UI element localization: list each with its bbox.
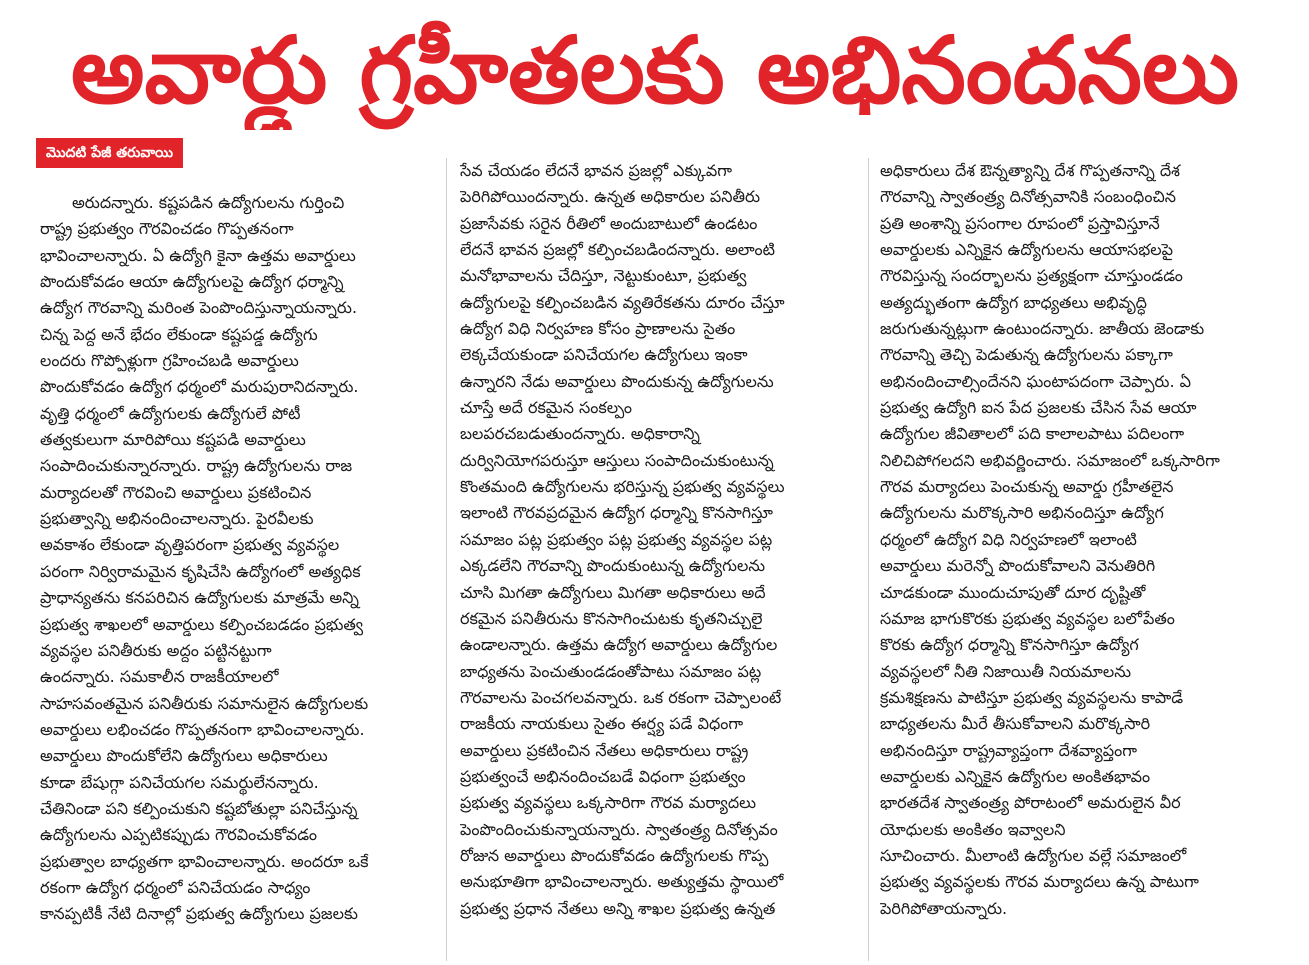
article-line: ఉండాలన్నారు. ఉత్తమ ఉద్యోగ అవార్డులు ఉద్యోగుల <box>460 635 778 655</box>
article-line: భావించాలన్నారు. ఏ ఉద్యోగి కైనా ఉత్తమ అవార్డులు <box>40 245 356 265</box>
article-line: తత్వకులుగా మారిపోయి కష్టపడి అవార్డులు <box>40 430 306 450</box>
article-line: అవార్డులు పొందుకోలేని ఉద్యోగులు అధికారులు <box>40 746 328 766</box>
article-line: గౌరవిస్తున్న సందర్భాలను ప్రత్యక్షంగా చూస్తుండడం <box>880 266 1183 286</box>
article-line: జరుగుతున్నట్లుగా ఉంటుందన్నారు. జాతీయ జెండాకు <box>880 319 1205 339</box>
article-line: దుర్వినియోగపరుస్తూ ఆస్తులు సంపాదించుకుంటున్న <box>460 450 774 470</box>
article-line: లేదనే భావన ప్రజల్లో కల్పించబడిందన్నారు. అలాంటి <box>460 240 775 260</box>
article-line: ప్రభుత్వాల బాధ్యతగా భావించాలన్నారు. అందరూ ఒకే <box>40 851 369 871</box>
article-line: ప్రభుత్వంచే అభినందించబడే విధంగా ప్రభుత్వం <box>460 766 746 786</box>
article-line: ప్రభుత్వ వ్యవస్థలు ఒక్కసారిగా గౌరవ మర్యాదలు <box>460 793 757 813</box>
article-line: సమాజం పట్ల ప్రభుత్వం పట్ల ప్రభుత్వ వ్యవస్థల పట్ల <box>460 529 773 549</box>
article-line: చేతినిండా పని కల్పించుకుని కష్టబోతుల్లా పనిచేస్తున్న <box>40 798 358 818</box>
article-line: బాధ్యతలను మీరే తీసుకోవాలని మరొక్కసారి <box>880 714 1151 734</box>
article-line: కొరకు ఉద్యోగ ధర్మాన్ని కొనసాగిస్తూ ఉద్యోగ <box>880 635 1139 655</box>
article-line: సంపాదించుకున్నారన్నారు. రాష్ట్ర ఉద్యోగులను రాజ <box>40 456 353 476</box>
column-divider <box>446 158 447 961</box>
article-line: అత్యద్భుతంగా ఉద్యోగ బాధ్యతలు అభివృద్ధి <box>880 292 1147 312</box>
article-line: అవార్డులకు ఎన్నికైన ఉద్యోగులను ఆయాసభలపై <box>880 240 1173 260</box>
article-line: అరుదన్నారు. కష్టపడిన ఉద్యోగులను గుర్తించి <box>72 193 345 212</box>
article-line: అవార్డులకు ఎన్నికైన ఉద్యోగుల అంకితభావం <box>880 766 1151 786</box>
article-line: ఇలాంటి గౌరవప్రదమైన ఉద్యోగ ధర్మాన్ని కొనసాగిస్తూ <box>460 503 774 523</box>
article-line: గౌరవ మర్యాదలు పెంచుకున్న అవార్డు గ్రహీతలైన <box>880 477 1174 497</box>
article-line: ధర్మంలో ఉద్యోగ విధి నిర్వహణలో ఇలాంటి <box>880 529 1137 549</box>
article-line: అవార్డులు లభించడం గొప్పతనంగా భావించాలన్నారు. <box>40 719 365 739</box>
article-line: చూడకుండా ముందుచూపుతో దూర దృష్టితో <box>880 582 1146 602</box>
article-line: లందరు గొప్పోళ్లుగా గ్రహించబడి అవార్డులు <box>40 351 299 371</box>
article-line: ఉద్యోగ విధి నిర్వహణ కోసం ప్రాణాలను సైతం <box>460 319 736 339</box>
article-line: పెరిగిపోతాయన్నారు. <box>880 898 1008 918</box>
article-line: కొంతమంది ఉద్యోగులను భరిస్తున్న ప్రభుత్వ వ్యవస్థలు <box>460 477 785 497</box>
article-line: కూడా బేషుగ్గా పనిచేయగల సమర్థులేనన్నారు. <box>40 772 319 792</box>
article-line: మర్యాదలతో గౌరవించి అవార్డులు ప్రకటించిన <box>40 482 312 502</box>
article-line: సేవ చేయడం లేదనే భావన ప్రజల్లో ఎక్కువగా <box>460 161 733 180</box>
article-line: రాజకీయ నాయకులు సైతం ఈర్ష్య పడే విధంగా <box>460 714 744 734</box>
article-line: ప్రతి అంశాన్ని ప్రసంగాల రూపంలో ప్రస్తావిస్తూనే <box>880 213 1160 233</box>
article-line: సాహసవంతమైన పనితీరుకు సమానులైన ఉద్యోగులకు <box>40 693 369 713</box>
article-line: అవకాశం లేకుండా వృత్తిపరంగా ప్రభుత్వ వ్యవస్థల <box>40 535 340 555</box>
article-line: గౌరవాలను పెంచగలవన్నారు. ఒక రకంగా చెప్పాలంటే <box>460 687 782 707</box>
article-line: రాష్ట్ర ప్రభుత్వం గౌరవించడం గొప్పతనంగా <box>40 219 294 239</box>
article-column-1 <box>40 190 432 928</box>
article-line: యోధులకు అంకితం ఇవ్వాలని <box>880 819 1066 839</box>
article-line: సమాజ భాగుకొరకు ప్రభుత్వ వ్యవస్థల బలోపేతం <box>880 608 1175 628</box>
article-line: ప్రాధాన్యతను కనపరిచిన ఉద్యోగులకు మాత్రమే అన్ని <box>40 588 359 608</box>
article-line: కానప్పటికీ నేటి దినాల్లో ప్రభుత్వ ఉద్యోగులు ప్రజలకు <box>40 904 358 924</box>
article-line: అవార్డులు ప్రకటించిన నేతలు అధికారులు రాష్ట్ర <box>460 740 749 760</box>
article-line: పొందుకోవడం ఉద్యోగ ధర్మంలో మరుపురానిదన్నారు. <box>40 377 359 397</box>
article-line: పొందుకోవడం ఆయా ఉద్యోగులపై ఉద్యోగ ధర్మాన్ని <box>40 272 344 292</box>
article-line: ఎక్కడలేని గౌరవాన్ని పొందుకుంటున్న ఉద్యోగులను <box>460 556 766 576</box>
article-line: అనుభూతిగా భావించాలన్నారు. అత్యుత్తమ స్థాయిలో <box>460 872 784 892</box>
article-line: ప్రభుత్వ ఉద్యోగి ఐన పేద ప్రజలకు చేసిన సేవ ఆయా <box>880 398 1197 418</box>
article-line: వ్యవస్థల పనితీరుకు అద్దం పట్టినట్టుగా <box>40 640 272 660</box>
article-line: అభినందించాల్సిందేనని ఘంటాపదంగా చెప్పారు. ఏ <box>880 371 1192 391</box>
article-line: ఉందన్నారు. సమకాలీన రాజకీయాలలో <box>40 667 279 687</box>
article-line: నిలిచిపోగలదని అభివర్ణించారు. సమాజంలో ఒక్కసారిగా <box>880 450 1220 470</box>
article-line: ఉద్యోగులపై కల్పించబడిన వ్యతిరేకతను దూరం చేస్తూ <box>460 292 785 312</box>
article-line: ప్రభుత్వ ప్రధాన నేతలు అన్ని శాఖల ప్రభుత్వ ఉన్నత <box>460 898 776 918</box>
article-line: పరంగా నిర్విరామమైన కృషిచేసి ఉద్యోగంలో అత్యధిక <box>40 561 361 581</box>
article-line: క్రమశిక్షణను పాటిస్తూ ప్రభుత్వ వ్యవస్థలను కాపాడే <box>880 687 1184 707</box>
article-column-3 <box>880 158 1290 922</box>
article-column-2 <box>460 158 860 922</box>
article-line: వ్యవస్థలలో నీతి నిజాయితీ నియమాలను <box>880 661 1131 681</box>
article-line: అధికారులు దేశ ఔన్నత్యాన్ని దేశ గొప్పతనాన్ని దేశ <box>880 161 1180 180</box>
article-line: ఉన్నారని నేడు అవార్డులు పొందుకున్న ఉద్యోగులను <box>460 371 774 391</box>
article-line: రకమైన పనితీరును కొనసాగించుటకు కృతనిచ్చులై <box>460 608 763 628</box>
article-line: సూచించారు. మీలాంటి ఉద్యోగుల వల్లే సమాజంలో <box>880 845 1187 865</box>
article-line: అవార్డులు మరెన్నో పొందుకోవాలని వెనుతిరిగి <box>880 556 1156 576</box>
article-line: ప్రజాసేవకు సరైన రీతిలో అందుబాటులో ఉండటం <box>460 213 758 233</box>
article-line: ప్రభుత్వ వ్యవస్థలకు గౌరవ మర్యాదలు ఉన్న పాటుగా <box>880 872 1199 892</box>
article-line: అభినందిస్తూ రాష్ట్రవ్యాప్తంగా దేశవ్యాప్తంగా <box>880 740 1137 760</box>
article-line: ఉద్యోగులను ఎప్పటికప్పుడు గౌరవించుకోవడం <box>40 825 318 845</box>
headline: అవార్డు గ్రహీతలకు అభినందనలు <box>70 17 1240 124</box>
article-line: భారతదేశ స్వాతంత్ర్య పోరాటంలో అమరులైన వీర <box>880 793 1181 813</box>
article-line: బాధ్యతను పెంచుతుండడంతోపాటు సమాజం పట్ల <box>460 661 762 681</box>
article-line: రకంగా ఉద్యోగ ధర్మంలో పనిచేయడం సాధ్యం <box>40 877 311 897</box>
article-line: మనోభావాలను చేదిస్తూ, నెట్టుకుంటూ, ప్రభుత్వ <box>460 266 747 286</box>
article-line: వృత్తి ధర్మంలో ఉద్యోగులకు ఉద్యోగులే పోటీ <box>40 403 301 423</box>
article-line: ఉద్యోగ గౌరవాన్ని మరింత పెంపొందిస్తున్నాయన్నారు. <box>40 298 358 318</box>
column-divider <box>868 158 869 961</box>
article-line: బలపరచబడుతుందన్నారు. అధికారాన్ని <box>460 424 700 444</box>
article-line: గౌరవాన్ని తెచ్చి పెడుతున్న ఉద్యోగులను పక్కాగా <box>880 345 1173 365</box>
article-line: ఉద్యోగులను మరొక్కసారి అభినందిస్తూ ఉద్యోగ <box>880 503 1164 523</box>
article-line: గౌరవాన్ని స్వాతంత్ర్య దినోత్సవానికి సంబంధించిన <box>880 187 1176 207</box>
article-line: లెక్కచేయకుండా పనిచేయగల ఉద్యోగులు ఇంకా <box>460 345 748 365</box>
article-line: రోజున అవార్డులు పొందుకోవడం ఉద్యోగులకు గొప్ప <box>460 845 769 865</box>
article-line: చిన్న పెద్ద అనే భేదం లేకుండా కష్టపడ్డ ఉద్యోగు <box>40 324 318 344</box>
article-line: ఉద్యోగుల జీవితాలలో పది కాలాలపాటు పదిలంగా <box>880 424 1185 444</box>
article-line: పెంపొందించుకున్నాయన్నారు. స్వాతంత్ర్య దినోత్సవం <box>460 819 778 839</box>
article-line: చూస్తే అదే రకమైన సంకల్పం <box>460 398 632 418</box>
article-line: ప్రభుత్వాన్ని అభినందించాలన్నారు. పైరవీలకు <box>40 509 314 529</box>
article-line: ప్రభుత్వ శాఖలలో అవార్డులు కల్పించబడడం ప్రభుత్వ <box>40 614 364 634</box>
continuation-label: మొదటి పేజీ తరువాయి <box>36 138 183 168</box>
article-line: పెరిగిపోయిందన్నారు. ఉన్నత అధికారుల పనితీరు <box>460 187 760 207</box>
article-line: చూసి మిగతా ఉద్యోగులు మిగతా అధికారులు అదే <box>460 582 766 602</box>
